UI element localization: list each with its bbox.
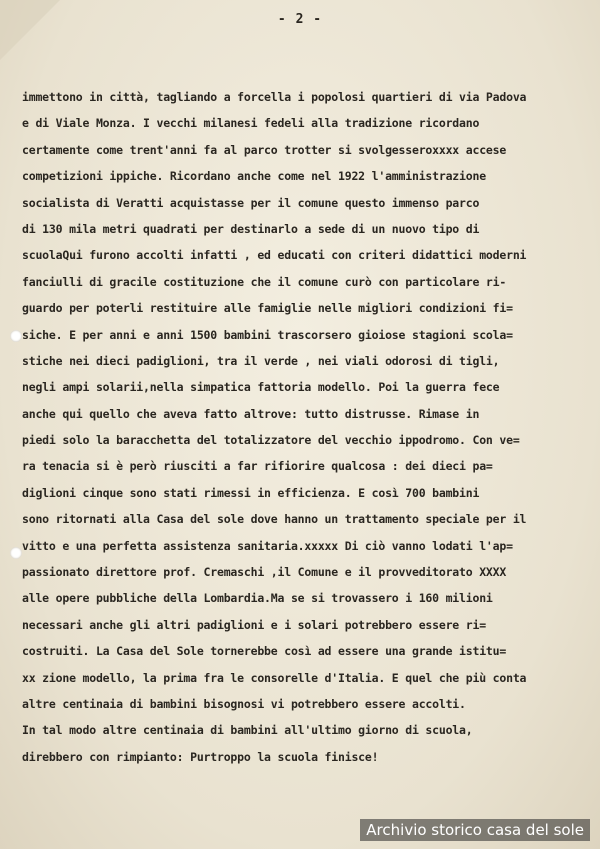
- text-line: ra tenacia si è però riusciti a far rifiorire qualcosa : dei dieci pa=: [22, 459, 493, 474]
- text-line: immettono in città, tagliando a forcella i popolosi quartieri di via Padova: [22, 90, 527, 104]
- text-line: sono ritornati alla Casa del sole dove hanno un trattamento speciale per il: [22, 512, 527, 527]
- text-line: alle opere pubbliche della Lombardia.Ma se si trovassero i 160 milioni: [22, 591, 493, 606]
- text-line: negli ampi solarii,nella simpatica fattoria modello. Poi la guerra fece: [22, 380, 500, 395]
- text-line: anche qui quello che aveva fatto altrove: tutto distrusse. Rimase in: [22, 406, 480, 421]
- text-line: certamente come trent'anni fa al parco trotter si svolgesseroxxxx accese: [22, 142, 507, 157]
- punch-hole: [10, 547, 22, 559]
- text-line: fanciulli di gracile costituzione che il comune curò con particolare ri-: [22, 274, 507, 289]
- text-line: passionato direttore prof. Cremaschi ,il Comune e il provveditorato XXXX: [22, 565, 507, 580]
- text-line: In tal modo altre centinaia di bambini all'ultimo giorno di scuola,: [22, 723, 473, 738]
- typewritten-body: [22, 84, 594, 770]
- text-line: guardo per poterli restituire alle famiglie nelle migliori condizioni fi=: [22, 301, 513, 316]
- text-line: di 130 mila metri quadrati per destinarlo a sede di un nuovo tipo di: [22, 221, 480, 236]
- page-fold-corner: [0, 0, 60, 60]
- text-line: altre centinaia di bambini bisognosi vi potrebbero essere accolti.: [22, 696, 466, 711]
- text-line: siche. E per anni e anni 1500 bambini trascorsero gioiose stagioni scola=: [22, 327, 513, 342]
- text-line: direbbero con rimpianto: Purtroppo la scuola finisce!: [22, 749, 379, 764]
- text-line: competizioni ippiche. Ricordano anche come nel 1922 l'amministrazione: [22, 169, 486, 184]
- text-line: e di Viale Monza. I vecchi milanesi fedeli alla tradizione ricordano: [22, 116, 480, 131]
- text-line: necessari anche gli altri padiglioni e i solari potrebbero essere ri=: [22, 617, 486, 632]
- text-line: xx zione modello, la prima fra le consorelle d'Italia. E quel che più conta: [22, 670, 527, 685]
- text-line: diglioni cinque sono stati rimessi in efficienza. E così 700 bambini: [22, 485, 480, 500]
- page-number: - 2 -: [277, 12, 323, 27]
- archive-watermark: Archivio storico casa del sole: [360, 819, 590, 841]
- text-line: scuolaQui furono accolti infatti , ed educati con criteri didattici moderni: [22, 248, 527, 263]
- punch-hole: [10, 330, 22, 342]
- text-line: costruiti. La Casa del Sole tornerebbe così ad essere una grande istitu=: [22, 644, 507, 659]
- text-line: vitto e una perfetta assistenza sanitaria.xxxxx Di ciò vanno lodati l'ap=: [22, 538, 513, 553]
- text-line: piedi solo la baracchetta del totalizzatore del vecchio ippodromo. Con ve=: [22, 433, 520, 448]
- text-line: socialista di Veratti acquistasse per il comune questo immenso parco: [22, 195, 480, 210]
- text-line: stiche nei dieci padiglioni, tra il verde , nei viali odorosi di tigli,: [22, 353, 500, 368]
